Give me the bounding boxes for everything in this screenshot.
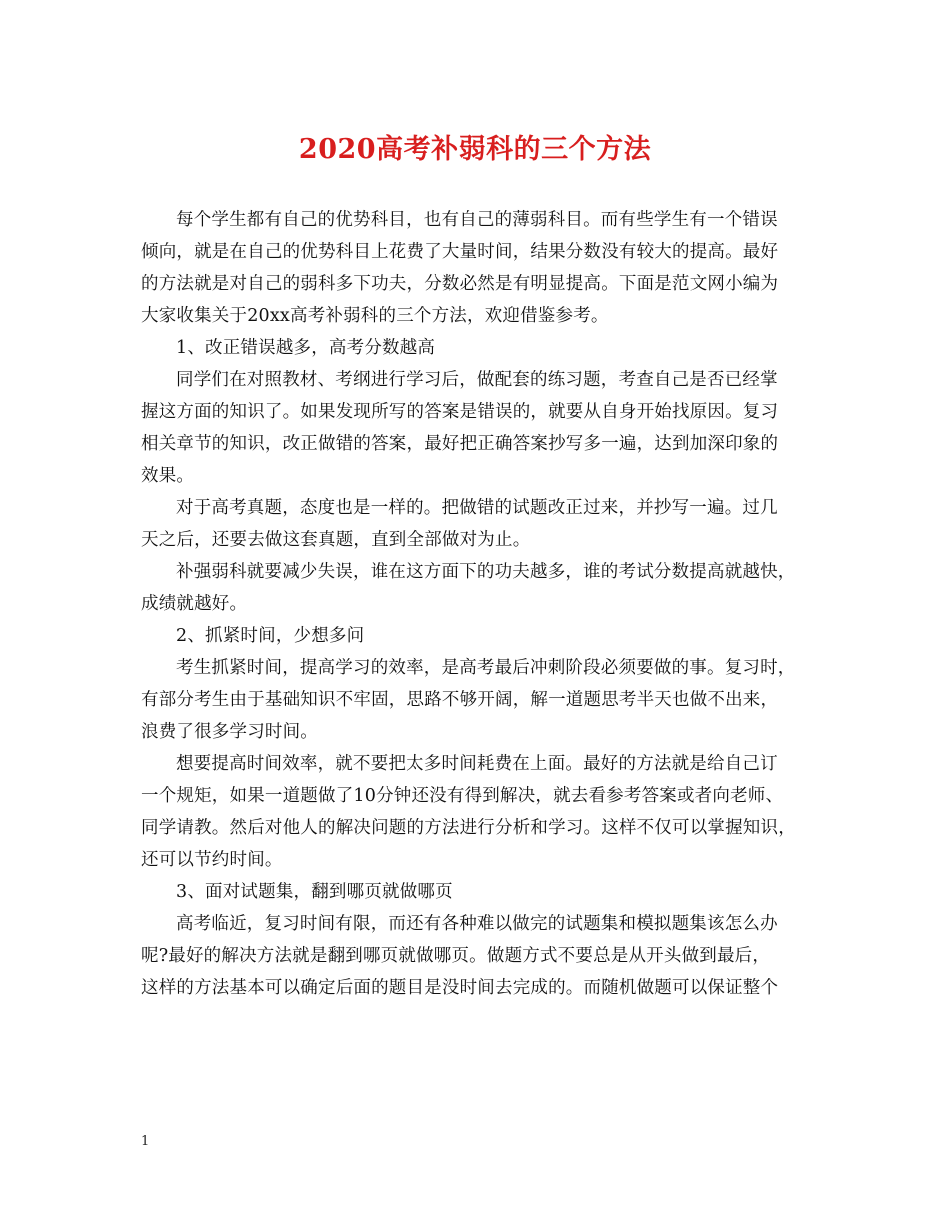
body-text-line: 天之后，还要去做这套真题，直到全部做对为止。 xyxy=(141,530,531,550)
body-text-line: 每个学生都有自己的优势科目，也有自己的薄弱科目。而有些学生有一个错误 xyxy=(176,210,778,230)
body-text-line: 1、改正错误越多，高考分数越高 xyxy=(176,338,436,358)
body-text-line: 想要提高时间效率，就不要把太多时间耗费在上面。最好的方法就是给自己订 xyxy=(176,754,778,774)
body-text-line: 还可以节约时间。 xyxy=(141,850,283,870)
body-text-line: 一个规矩，如果一道题做了10分钟还没有得到解决，就去看参考答案或者向老师、 xyxy=(141,786,784,806)
document-body xyxy=(141,204,813,1004)
body-text-line: 这样的方法基本可以确定后面的题目是没时间去完成的。而随机做题可以保证整个 xyxy=(141,978,779,998)
body-text-line: 效果。 xyxy=(141,466,195,486)
body-text-line: 高考临近，复习时间有限，而还有各种难以做完的试题集和模拟题集该怎么办 xyxy=(176,914,778,934)
body-text-line: 有部分考生由于基础知识不牢固，思路不够开阔，解一道题思考半天也做不出来， xyxy=(141,690,779,710)
body-text-line: 呢?最好的解决方法就是翻到哪页就做哪页。做题方式不要总是从开头做到最后， xyxy=(141,946,771,966)
body-text-line: 握这方面的知识了。如果发现所写的答案是错误的，就要从自身开始找原因。复习 xyxy=(141,402,779,422)
body-text-line: 成绩就越好。 xyxy=(141,594,248,614)
body-text-line: 的方法就是对自己的弱科多下功夫，分数必然是有明显提高。下面是范文网小编为 xyxy=(141,274,779,294)
body-text-line: 相关章节的知识，改正做错的答案，最好把正确答案抄写多一遍，达到加深印象的 xyxy=(141,434,779,454)
body-text-line: 对于高考真题，态度也是一样的。把做错的试题改正过来，并抄写一遍。过几 xyxy=(176,498,778,518)
body-text-line: 同学请教。然后对他人的解决问题的方法进行分析和学习。这样不仅可以掌握知识， xyxy=(141,818,796,838)
body-text-line: 2、抓紧时间，少想多问 xyxy=(176,626,365,646)
body-text-line: 大家收集关于20xx高考补弱科的三个方法，欢迎借鉴参考。 xyxy=(141,306,609,326)
body-text-line: 同学们在对照教材、考纲进行学习后，做配套的练习题，考查自己是否已经掌 xyxy=(176,370,778,390)
body-text-line: 考生抓紧时间，提高学习的效率，是高考最后冲刺阶段必须要做的事。复习时， xyxy=(176,658,796,678)
body-text-line: 3、面对试题集，翻到哪页就做哪页 xyxy=(176,882,453,902)
page-number: 1 xyxy=(141,1134,150,1149)
body-text-line: 倾向，就是在自己的优势科目上花费了大量时间，结果分数没有较大的提高。最好 xyxy=(141,242,779,262)
body-text-line: 浪费了很多学习时间。 xyxy=(141,722,318,742)
page-title: 2020高考补弱科的三个方法 xyxy=(298,134,652,165)
body-text-line: 补强弱科就要减少失误，谁在这方面下的功夫越多，谁的考试分数提高就越快， xyxy=(176,562,796,582)
